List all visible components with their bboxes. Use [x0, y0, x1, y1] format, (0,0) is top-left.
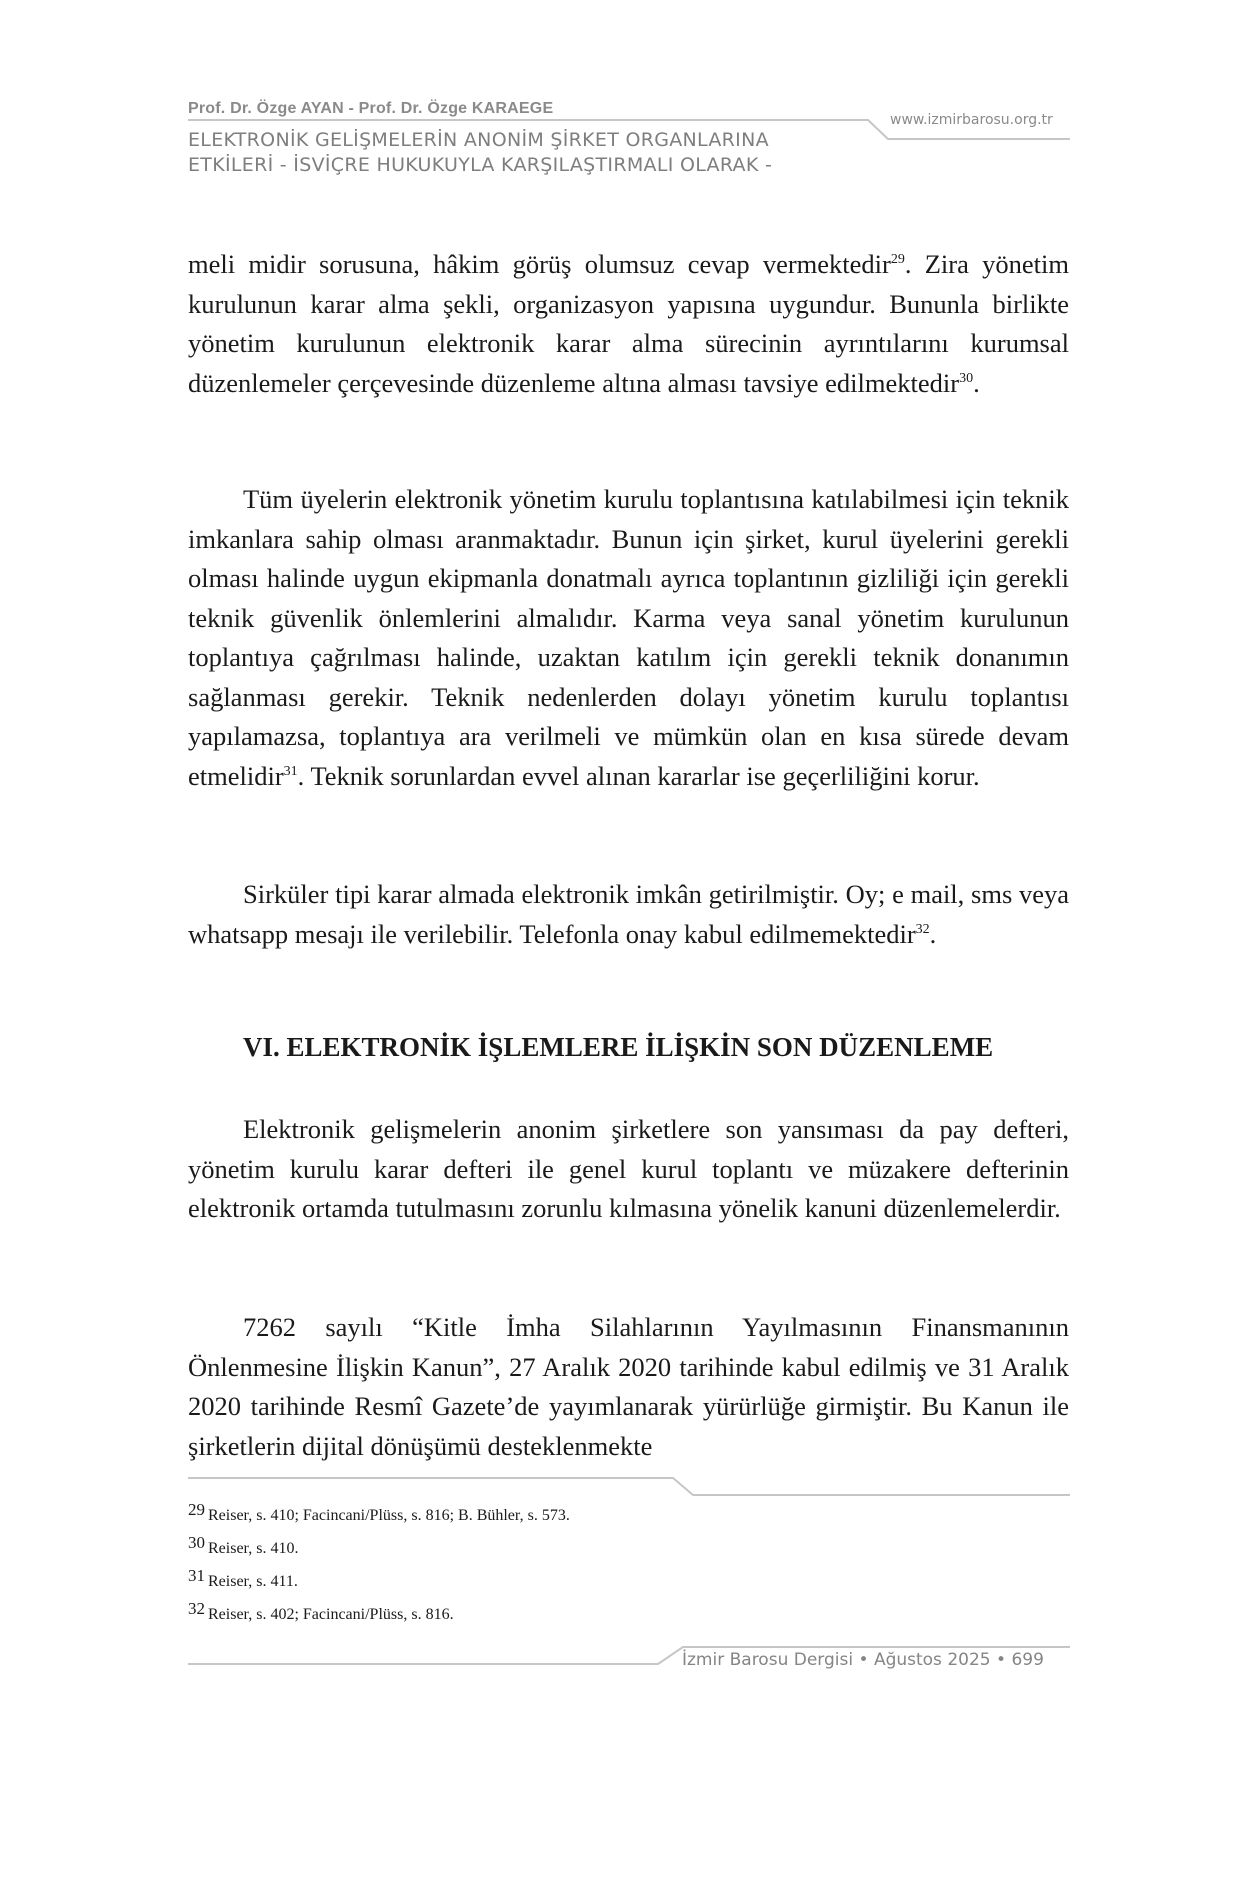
footnote-31 — [188, 1566, 570, 1599]
paragraph-text: meli midir sorusuna, hâkim görüş olumsuz cevap vermektedir — [188, 249, 891, 279]
paragraph-text: Sirküler tipi karar almada elektronik imkân getirilmiştir. Oy; e mail, sms veya whatsapp mesajı ile verilebilir. Telefonla onay kabul edilmemektedir — [188, 879, 1069, 949]
footnote-text: Reiser, s. 410. — [208, 1540, 299, 1557]
header-title-line-1: ELEKTRONİK GELİŞMELERİN ANONİM ŞİRKET ORGANLARINA — [188, 129, 769, 151]
page-number: 699 — [1011, 1650, 1044, 1670]
journal-name: İzmir Barosu Dergisi — [682, 1650, 854, 1670]
paragraph-text: . — [929, 918, 937, 949]
footnote-ref-31[interactable]: 31 — [283, 763, 298, 779]
footnote-ref-30[interactable]: 30 — [959, 370, 974, 386]
issue-date: Ağustos 2025 — [873, 1650, 991, 1670]
paragraph-text: . Zira yönetim kurulunun karar alma şekli, organizasyon yapısına uygundur. Bununla birlikte yönetim kurulunun elektronik karar alma sürecinin ayrıntılarını kurumsal düzenlemeler çerçevesinde düzenleme altına alması tavsiye edilmektedir — [188, 249, 1069, 398]
bullet-separator: • — [858, 1650, 869, 1670]
footnote-29 — [188, 1500, 570, 1533]
header-rule — [188, 118, 1070, 142]
footnotes — [188, 1500, 570, 1632]
footnote-number: 30 — [188, 1533, 205, 1552]
paragraph-text: Elektronik gelişmelerin anonim şirketlere son yansıması da pay defteri, yönetim kurulu karar defteri ile genel kurul toplantı ve müzakere defterinin elektronik ortamda tutulmasını zorunlu kılmasına yönelik kanuni düzenlemelerdir. — [188, 1114, 1069, 1223]
header-title-line-2: ETKİLERİ - İSVİÇRE HUKUKUYLA KARŞILAŞTIRMALI OLARAK - — [188, 154, 773, 176]
paragraph-2 — [188, 480, 1069, 796]
paragraph-text: . — [973, 367, 980, 398]
paragraph-5 — [188, 1308, 1069, 1466]
footnote-ref-29[interactable]: 29 — [890, 252, 905, 267]
bullet-separator: • — [996, 1650, 1007, 1670]
footnote-text: Reiser, s. 410; Facincani/Plüss, s. 816; B. Bühler, s. 573. — [208, 1507, 570, 1524]
footnote-text: Reiser, s. 402; Facincani/Plüss, s. 816. — [208, 1606, 454, 1623]
paragraph-text: Tüm üyelerin elektronik yönetim kurulu toplantısına katılabilmesi için teknik imkanlara sahip olması aranmaktadır. Bunun için şirket, kurul üyelerini gerekli olması halinde uygun ekipmanla donatmalı ayrıca toplantının gizliliği için gerekli teknik güvenlik önlemlerini almalıdır. Karma veya sanal yönetim kurulunun toplantıya çağrılması halinde, uzaktan katılım için gerekli teknik donanımın sağlanması gerekir. Teknik nedenlerden dolayı yönetim kurulu toplantısı yapılamazsa, toplantıya ara verilmeli ve mümkün olan en kısa sürede devam etmelidir — [188, 484, 1069, 791]
paragraph-1 — [188, 245, 1069, 403]
footnote-number: 29 — [188, 1500, 205, 1519]
footnote-number: 32 — [188, 1599, 205, 1618]
header-url: www.izmirbarosu.org.tr — [890, 112, 1053, 128]
footnote-32 — [188, 1599, 570, 1632]
header-authors: Prof. Dr. Özge AYAN - Prof. Dr. Özge KARAEGE — [188, 100, 554, 117]
footnote-ref-32[interactable]: 32 — [915, 921, 930, 937]
section-heading: VI. ELEKTRONİK İŞLEMLERE İLİŞKİN SON DÜZENLEME — [243, 1032, 994, 1062]
paragraph-text: 7262 sayılı “Kitle İmha Silahlarının Yayılmasının Finansmanının Önlenmesine İlişkin Kanun”, 27 Aralık 2020 tarihinde kabul edilmiş ve 31 Aralık 2020 tarihinde Resmî Gazete’de yayımlanarak yürürlüğe girmiştir. Bu Kanun ile şirketlerin dijital dönüşümü desteklenmekte — [188, 1312, 1069, 1461]
paragraph-text: . Teknik sorunlardan evvel alınan kararlar ise geçerliliğini korur. — [297, 760, 980, 791]
footnote-rule — [188, 1476, 1070, 1498]
footnote-text: Reiser, s. 411. — [208, 1573, 298, 1590]
footnote-30 — [188, 1533, 570, 1566]
paragraph-4 — [188, 1110, 1069, 1229]
page-footer — [682, 1650, 1044, 1670]
paragraph-3 — [188, 875, 1069, 954]
footnote-number: 31 — [188, 1566, 205, 1585]
